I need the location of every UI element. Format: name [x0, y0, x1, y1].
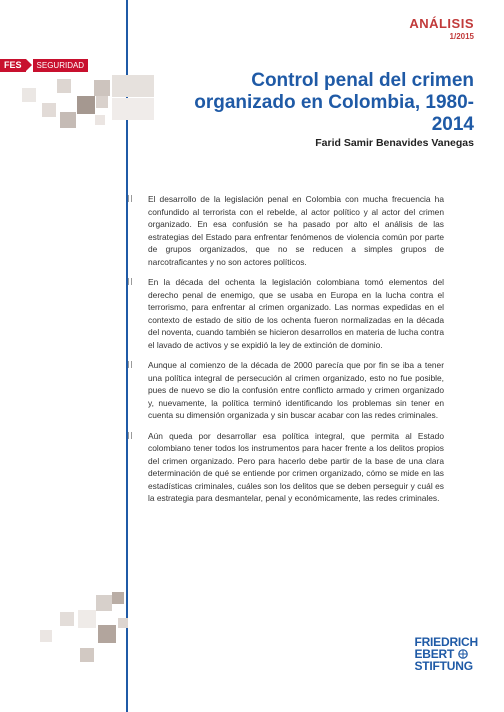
decorative-square	[22, 88, 36, 102]
decorative-square	[60, 112, 76, 128]
globe-icon	[457, 649, 469, 659]
arrow-icon	[26, 59, 32, 71]
series-title: ANÁLISIS	[409, 16, 474, 31]
fes-badge	[0, 59, 88, 72]
series-number: 1/2015	[449, 32, 474, 41]
decorative-square	[96, 595, 112, 611]
decorative-square	[112, 592, 124, 604]
decorative-square	[96, 96, 108, 108]
decorative-square	[95, 115, 105, 125]
decorative-square	[57, 79, 71, 93]
article-title: Control penal del crimen organizado en Colombia, 1980-2014	[194, 70, 474, 135]
bullet-icon	[126, 361, 135, 368]
summary-paragraph: Aunque al comienzo de la década de 2000 parecía que por fin se iba a tener una política integral de persecución al crimen organizado, esto no fue posible, pues de nuevo se dio la confusión entre conflicto armado y crimen organizado y, nuevamente, la política terminó identificando los problemas sin tener en cuenta su dimensión organizada y sin buscar acabar con las redes criminales.	[148, 359, 444, 422]
summary-body	[148, 193, 444, 513]
decorative-square	[78, 610, 96, 628]
decorative-square	[60, 612, 74, 626]
summary-paragraph: En la década del ochenta la legislación colombiana tomó elementos del derecho penal de enemigo, que se usaba en Europa en la lucha contra el terrorismo, para enfrentar al crimen organizado. Las normas expedidas en el contexto de estado de sitio de los ochenta fueron normalizadas en la década del noventa, cuando también se hicieron desarrollos en materia de lucha contra el lavado de activos y se expidió la ley de extinción de dominio.	[148, 276, 444, 351]
logo-line: EBERT	[414, 647, 455, 661]
bullet-icon	[126, 278, 135, 285]
decorative-square	[77, 96, 95, 114]
bullet-icon	[126, 195, 135, 202]
logo-line: STIFTUNG	[414, 659, 473, 673]
fes-label: FES	[0, 59, 26, 72]
decorative-square	[40, 630, 52, 642]
decorative-square	[118, 618, 128, 628]
series-header	[409, 16, 474, 41]
decorative-square	[98, 625, 116, 643]
summary-paragraph: El desarrollo de la legislación penal en Colombia con mucha frecuencia ha confundido al terrorista con el rebelde, al actor político y al actor del crimen organizado. En esa confusión se ha pasado por alto el análisis de las estrategias del Estado para enfrentar fenómenos de violencia común por parte de grupos organizados, que no se reducen a simples grupos de narcotraficantes y no son actores políticos.	[148, 193, 444, 268]
summary-paragraph: Aún queda por desarrollar esa política integral, que permita al Estado colombiano tener todos los instrumentos para hacer frente a los delitos propios del crimen organizado. Pero para hacerlo debe partir de la base de una clara determinación de qué se entiende por crimen organizado, cómo se mide en las estadísticas criminales, cuáles son los delitos que se deben perseguir y cuál es la estrategia para desmantelar, penal y económicamente, las redes criminales.	[148, 430, 444, 505]
decorative-square	[112, 98, 154, 120]
decorative-square	[80, 648, 94, 662]
decorative-square	[112, 75, 154, 97]
badge-series: SEGURIDAD	[33, 59, 89, 72]
decorative-square	[42, 103, 56, 117]
decorative-square	[94, 80, 110, 96]
fes-logo	[414, 636, 478, 672]
logo-line: FRIEDRICH	[414, 635, 478, 649]
article-author: Farid Samir Benavides Vanegas	[315, 137, 474, 149]
bullet-icon	[126, 432, 135, 439]
